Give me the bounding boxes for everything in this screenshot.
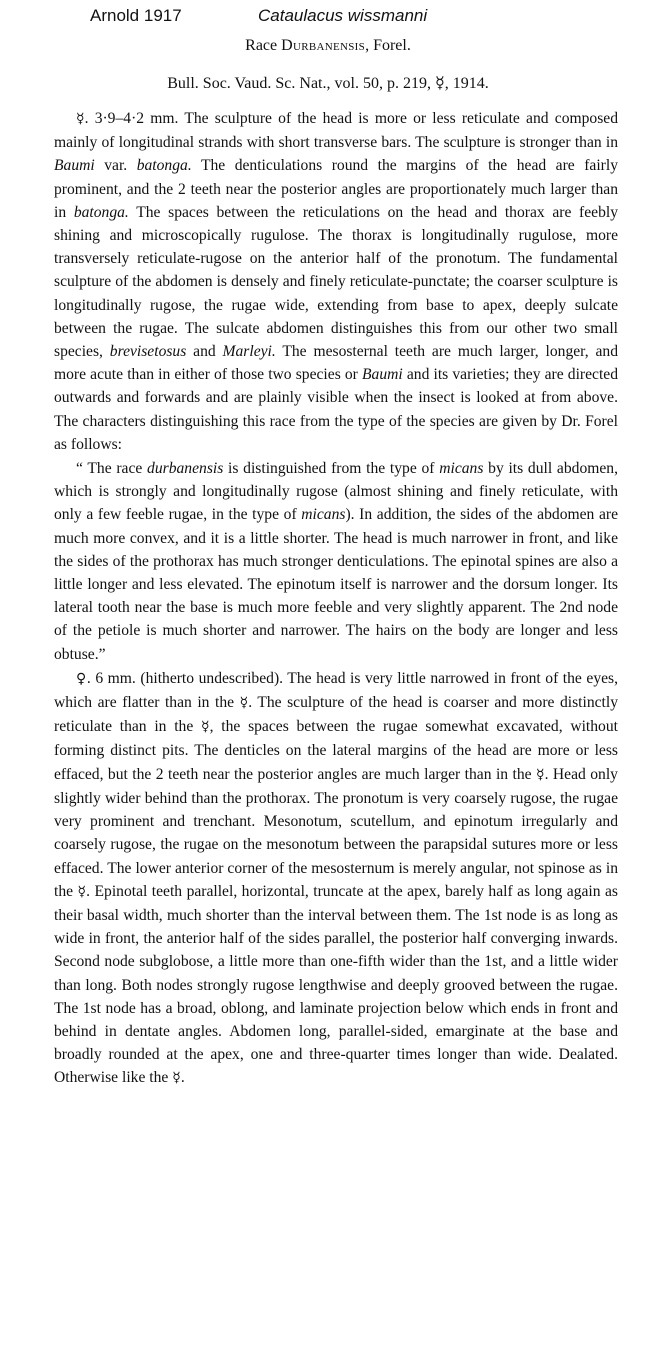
race-title — [0, 36, 656, 56]
quote-italic-3: micans — [301, 506, 346, 524]
worker-italic-2: batonga. — [136, 157, 192, 175]
quote-text-4: ). In addition, the sides of the abdomen are much more convex, and it is a little shorter. The head is much narrower in front, and like the sides of the prothorax has much stronger denticulations. The epinotal spines are also a little longer and less elevated. The epinotum itself is narrower and the dorsum longer. Its lateral tooth near the base is much more feeble and very slightly apparent. The 2nd node of the petiole is much shorter and narrower. The hairs on the body are longer and less obtuse.” — [54, 506, 618, 663]
worker-text-2: var. — [94, 157, 137, 175]
female-text-4: . Head only slightly wider behind than the prothorax. The pronotum is very coarsely rugose, the rugae very prominent and trenchant. Mesonotum, scutellum, and epinotum irregularly and coarsely rugose, the rugae on the mesonotum between the parapsidal sutures more or less effaced. The lower anterior corner of the mesosternum is merely angular, not spinose as in the — [54, 765, 618, 900]
worker-symbol-ref-2: ☿ — [201, 719, 210, 736]
female-paragraph — [54, 667, 618, 1091]
quote-text-2: is distinguished from the type of — [223, 460, 440, 478]
worker-italic-3: batonga. — [73, 203, 129, 221]
worker-text-3: The denticulations round the margins of the head are fairly prominent, and the 2 teeth near the posterior angles are proportionately much larger than in — [54, 157, 618, 221]
worker-italic-4: brevisetosus — [109, 343, 187, 361]
worker-symbol: ☿ — [76, 111, 85, 127]
worker-text-1: . 3·9–4·2 mm. The sculpture of the head is more or less reticulate and composed mainly of longitudinal strands with short transverse bars. The sculpture is stronger than in — [54, 110, 618, 152]
female-text-2: . The sculpture of the head is coarser and more distinctly reticulate than in the — [54, 694, 618, 736]
header-species-name: Cataulacus wissmanni — [258, 6, 428, 25]
worker-symbol-ref-1: ☿ — [239, 695, 249, 712]
worker-italic-5: Marleyi. — [222, 343, 276, 361]
worker-symbol-ref-3: ☿ — [536, 766, 545, 783]
quote-italic-2: micans — [439, 460, 484, 478]
worker-text-4: The spaces between the reticulations on the head and thorax are feebly shining and microscopically rugulose. The thorax is longitudinally rugulose, more transversely reticulate-rugose on the anterior half of the pronotum. The fundamental sculpture of the abdomen is densely and finely reticulate-punctate; the coarser sculpture is longitudinally rugose, the rugae wide, extending from base to apex, deeply sulcate between the rugae. The sulcate abdomen distinguishes this from our other two small species, — [54, 203, 619, 361]
worker-text-7: and its varieties; they are directed outwards and forwards and are plainly visible when the insect is looked at from above. The characters distinguishing this race from the type of the species are given by Dr. Forel as follows: — [54, 366, 619, 453]
quote-italic-1: durbanensis — [147, 460, 224, 478]
race-title-prefix: Race — [245, 37, 282, 54]
female-text-3: , the spaces between the rugae somewhat excavated, without forming distinct pits. The denticles on the lateral margins of the head are more or less effaced, but the 2 teeth near the posterior angles are much larger than in the — [54, 718, 618, 783]
worker-symbol-ref-5: ☿ — [172, 1070, 181, 1087]
worker-text-5: and — [186, 343, 223, 361]
female-symbol: ♀ — [76, 670, 87, 687]
race-title-name: Durbanensis — [281, 37, 366, 54]
body-text — [54, 107, 618, 1091]
female-text-5: . Epinotal teeth parallel, horizontal, truncate at the apex, barely half as long again as their basal width, much shorter than the interval between them. The 1st node is as long as wide in front, the anterior half of the sides parallel, the posterior half converging inwards. Second node subglobose, a little more than one-fifth wider than the 1st, and a little wider than long. Both nodes strongly rugose lengthwise and deeply grooved between the rugae. The 1st node has a broad, oblong, and laminate projection below which ends in front and behind in dentate angles. Abdomen long, parallel-sided, emarginate at the base and broadly rounded at the apex, one and three-quarter times longer than wide. Dealated. Otherwise like the — [54, 882, 619, 1087]
worker-text-6: The mesosternal teeth are much larger, longer, and more acute than in either of those two species or — [54, 343, 618, 384]
race-title-suffix: , Forel. — [365, 37, 411, 54]
header-author-year: Arnold 1917 — [90, 6, 182, 25]
citation: Bull. Soc. Vaud. Sc. Nat., vol. 50, p. 219, ☿, 1914. — [167, 75, 489, 92]
quote-text-3: by its dull abdomen, which is strongly and longitudinally rugose (almost shining and finely reticulate, with only a few feeble rugae, in the type of — [54, 460, 618, 524]
worker-symbol-ref-4: ☿ — [77, 883, 87, 900]
worker-italic-6: Baumi — [362, 366, 403, 384]
quote-text-1: “ The race — [76, 460, 148, 478]
worker-paragraph — [54, 107, 618, 456]
female-text-1: . 6 mm. (hitherto undescribed). The head is very little narrowed in front of the eyes, which are flatter than in the — [54, 669, 619, 712]
female-text-6: . — [180, 1069, 185, 1087]
forel-quote-paragraph — [54, 457, 618, 666]
worker-italic-1: Baumi — [54, 157, 95, 175]
